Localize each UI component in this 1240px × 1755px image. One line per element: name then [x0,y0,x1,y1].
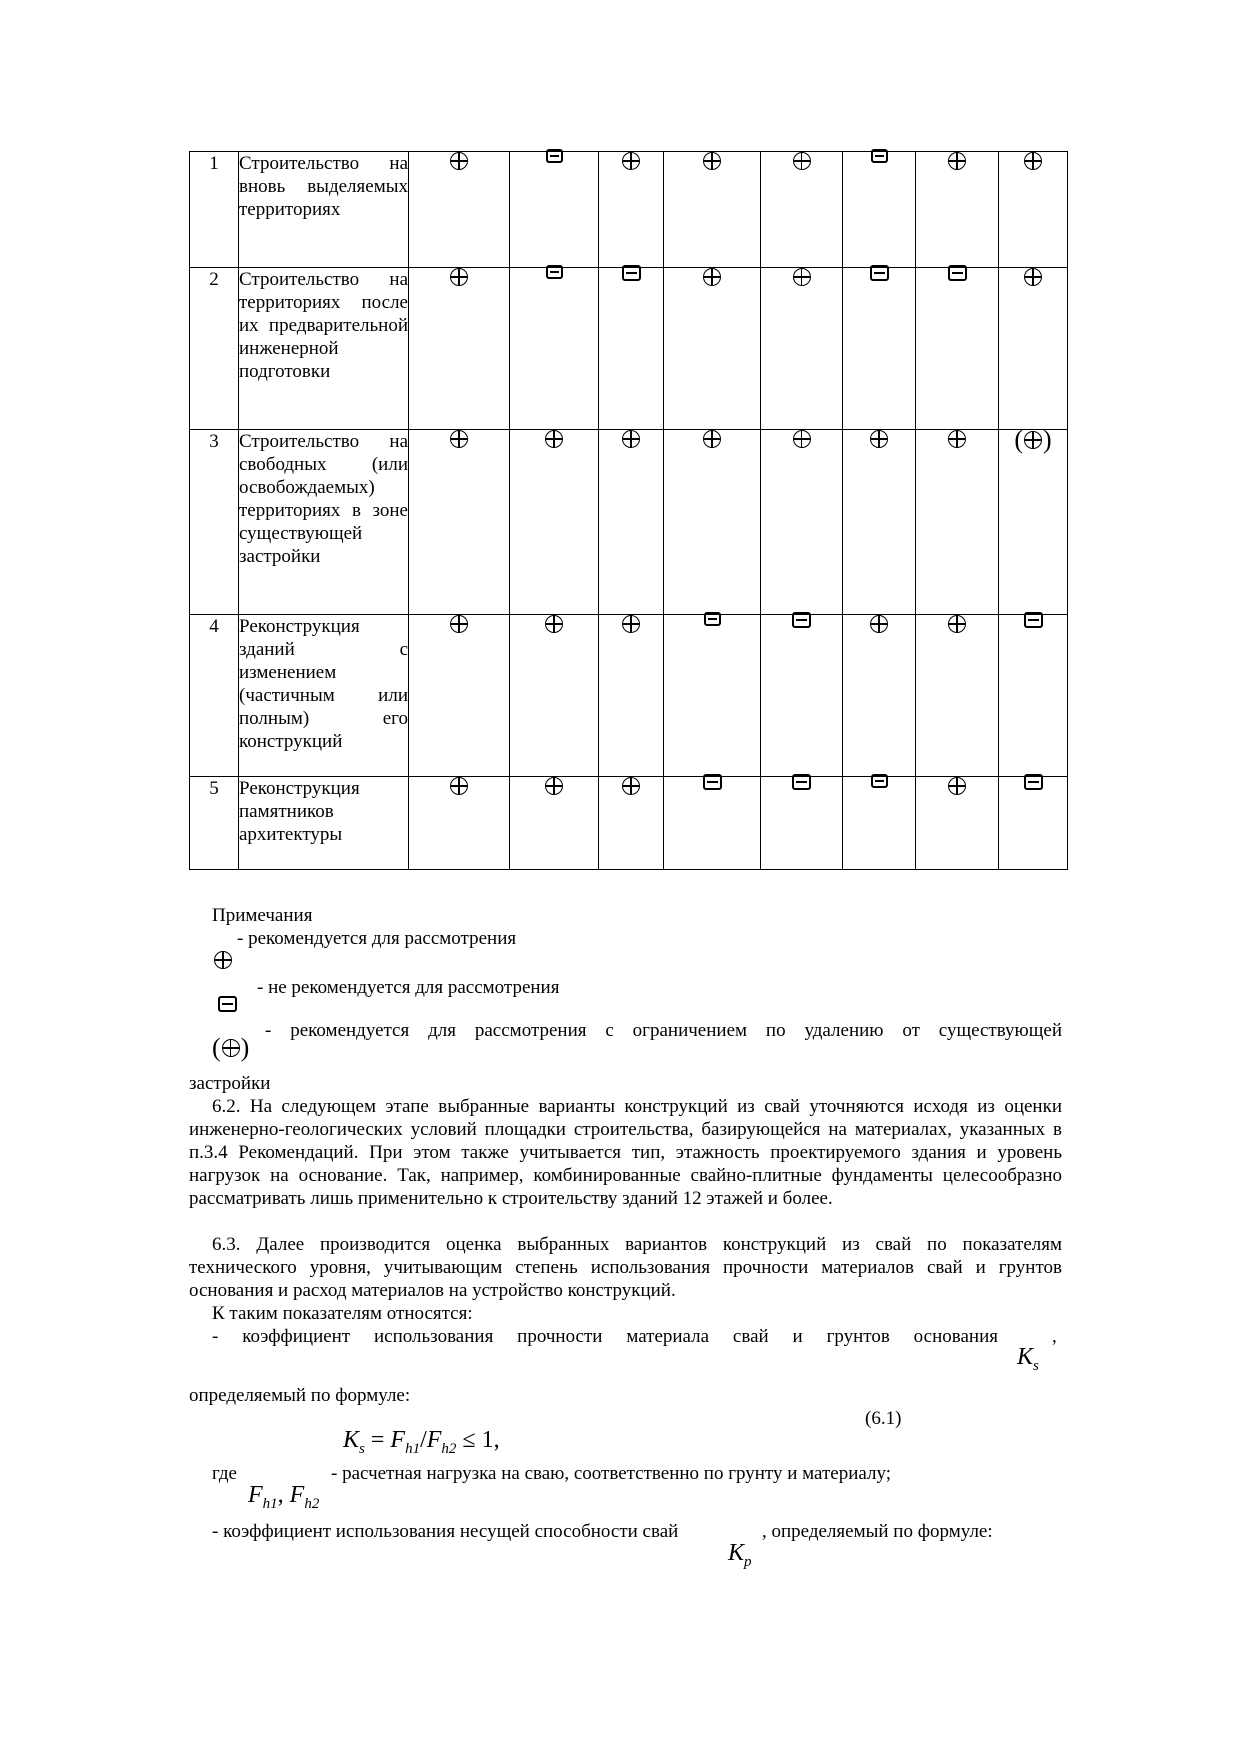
minus-box-icon [792,612,811,628]
mark-cell [599,268,664,430]
minus-box-icon [871,149,888,163]
mark-cell [761,430,843,615]
plus-circle-icon [622,430,640,448]
kp-symbol: $K_p$ [728,1540,752,1570]
mark-cell [599,777,664,870]
table-row [190,615,1068,777]
plus-circle-icon [948,615,966,633]
mark-cell [999,152,1068,268]
fh-symbols: $F_{h1}$, $F_{h2}$ [248,1482,320,1512]
plus-circle-paren-icon: ( ) [1014,425,1052,454]
note-restricted: - рекомендуется для рассмотрения с ограничением по удалению от существующей [265,1020,1062,1041]
mark-cell [999,425,1068,615]
mark-cell [916,430,999,615]
table-row [190,777,1068,870]
mark-cell [409,615,510,777]
determined-by-formula: определяемый по формуле: [189,1385,411,1406]
row-number: 3 [190,430,239,615]
plus-circle-icon [870,430,888,448]
row-number: 1 [190,152,239,268]
plus-circle-icon [450,777,468,795]
mark-cell [409,152,510,268]
plus-circle-icon [545,615,563,633]
mark-cell [664,152,761,268]
plus-circle-icon [545,777,563,795]
mark-cell [510,152,599,268]
mark-cell [664,430,761,615]
plus-circle-icon [870,615,888,633]
mark-cell [510,777,599,870]
row-number: 4 [190,615,239,777]
mark-cell [761,615,843,777]
mark-cell [599,152,664,268]
row-number: 2 [190,268,239,430]
minus-box-icon [546,149,563,163]
minus-box-icon [792,774,811,790]
mark-cell [664,268,761,430]
equation-number: (6.1) [865,1408,902,1429]
minus-box-icon [703,774,722,790]
minus-box-icon [871,774,888,788]
mark-cell [409,430,510,615]
ks-definition: - коэффициент использования прочности материала свай и грунтов основания [212,1326,998,1347]
plus-circle-icon [450,615,468,633]
mark-cell [843,430,916,615]
row-number: 5 [190,777,239,870]
row-description: Строительство на вновь выделяемых территориях [239,152,409,268]
minus-box-icon [1024,612,1043,628]
plus-circle-icon [450,268,468,286]
mark-cell [843,615,916,777]
minus-box-icon [622,265,641,281]
ks-symbol: $K_s$ [1017,1344,1039,1374]
mark-cell [409,268,510,430]
foundation-options-table [189,151,1068,870]
mark-cell [761,268,843,430]
plus-circle-icon [703,430,721,448]
plus-circle-icon [622,777,640,795]
mark-cell [999,777,1068,870]
plus-circle-icon [450,152,468,170]
where-description: - расчетная нагрузка на сваю, соответственно по грунту и материалу; [331,1463,891,1484]
formula-6-1: $K_s = F_{h1}/F_{h2} \le 1$, [343,1427,500,1457]
kp-definition: - коэффициент использования несущей способности свай [212,1521,679,1542]
mark-cell [664,777,761,870]
plus-circle-icon [1024,152,1042,170]
plus-circle-icon [703,152,721,170]
minus-box-icon [948,265,967,281]
note-not-recommended: - не рекомендуется для рассмотрения [257,977,560,998]
mark-cell [510,430,599,615]
notes-title: Примечания [212,905,313,926]
plus-circle-icon [450,430,468,448]
mark-cell [510,615,599,777]
paragraph-6-2: 6.2. На следующем этапе выбранные варианты конструкций из свай уточняются исходя из оценки инженерно-геологических условий площадки строительства, базирующейся на материалах, указанных в п.3.4 Рекомендаций. При этом также учитывается тип, этажность проектируемого здания и уровень нагрузок на основание. Так, например, комбинированные свайно-плитные фундаменты целесообразно рассматривать лишь применительно к строительству зданий 12 этажей и более. [189,1096,1062,1209]
row-description: Реконструкция зданий с изменением (частичным или полным) его конструкций [239,615,409,777]
mark-cell [761,152,843,268]
plus-circle-icon [622,615,640,633]
kp-tail: , определяемый по формуле: [762,1521,993,1542]
table-row [190,430,1068,615]
mark-cell [916,777,999,870]
minus-box-icon [870,265,889,281]
plus-circle-icon [214,951,232,975]
mark-cell [664,615,761,777]
mark-cell [999,615,1068,777]
plus-circle-icon [703,268,721,286]
note-restricted-cont: застройки [189,1073,271,1094]
plus-circle-icon [545,430,563,448]
note-recommended: - рекомендуется для рассмотрения [237,928,517,949]
plus-circle-icon [793,268,811,286]
where-label: где [212,1463,237,1484]
mark-cell [843,268,916,430]
ks-comma: , [1052,1326,1057,1347]
mark-cell [761,777,843,870]
minus-box-icon [218,999,237,1021]
plus-circle-icon [793,430,811,448]
row-description: Реконструкция памятников архитектуры [239,777,409,870]
paragraph-6-3: 6.3. Далее производится оценка выбранных вариантов конструкций из свай по показателям технического уровня, учитывающим степень использования прочности материалов свай и грунтов основания и расход материалов на устройство конструкций. [189,1234,1062,1301]
mark-cell [510,268,599,430]
plus-circle-icon [1024,268,1042,286]
plus-circle-icon [622,152,640,170]
mark-cell [843,152,916,268]
plus-circle-icon [948,152,966,170]
mark-cell [916,152,999,268]
table-row [190,268,1068,430]
minus-box-icon [1024,774,1043,790]
mark-cell [599,430,664,615]
mark-cell [999,268,1068,430]
row-description: Строительство на свободных (или освобождаемых) территориях в зоне существующей застройки [239,430,409,615]
minus-box-icon [704,612,721,626]
mark-cell [843,777,916,870]
plus-circle-paren-icon: ( ) [212,1033,250,1062]
minus-box-icon [546,265,563,279]
mark-cell [599,615,664,777]
plus-circle-icon [948,430,966,448]
plus-circle-icon [948,777,966,795]
mark-cell [916,615,999,777]
row-description: Строительство на территориях после их предварительной инженерной подготовки [239,268,409,430]
table-row [190,152,1068,268]
mark-cell [916,268,999,430]
mark-cell [409,777,510,870]
indicators-intro: К таким показателям относятся: [212,1303,473,1324]
plus-circle-icon [793,152,811,170]
